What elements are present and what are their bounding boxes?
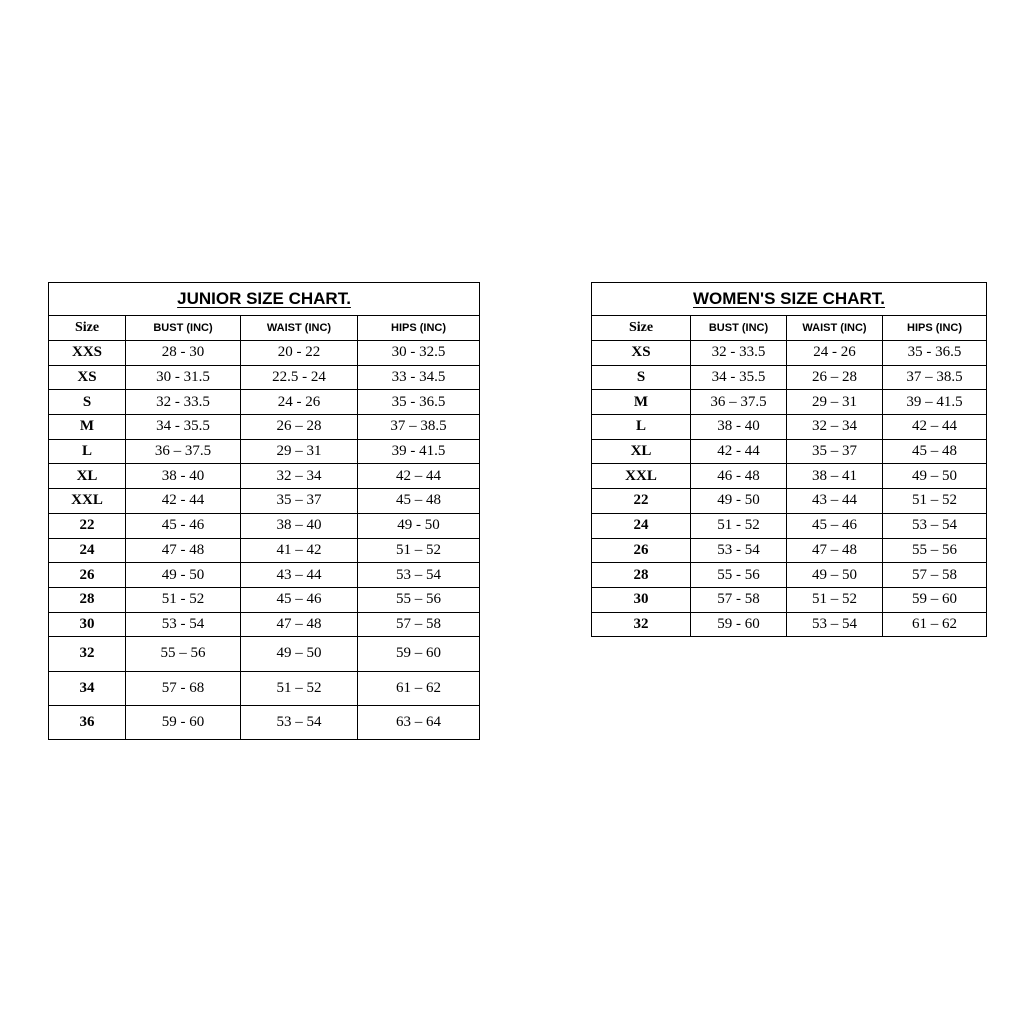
size-cell: XS: [592, 341, 691, 366]
bust-cell: 59 - 60: [126, 705, 241, 739]
waist-cell: 29 – 31: [241, 439, 358, 464]
size-cell: L: [49, 439, 126, 464]
table-row: [49, 538, 480, 563]
hips-cell: 63 – 64: [358, 705, 480, 739]
waist-cell: 51 – 52: [241, 671, 358, 705]
waist-cell: 26 – 28: [241, 415, 358, 440]
column-header-bust: BUST (INC): [126, 316, 241, 341]
size-cell: 34: [49, 671, 126, 705]
hips-cell: 51 – 52: [358, 538, 480, 563]
waist-cell: 35 – 37: [241, 489, 358, 514]
size-cell: XXS: [49, 341, 126, 366]
table-row: [49, 587, 480, 612]
table-row: [592, 464, 987, 489]
bust-cell: 53 - 54: [126, 612, 241, 637]
size-cell: XL: [49, 464, 126, 489]
hips-cell: 49 - 50: [358, 513, 480, 538]
hips-cell: 39 - 41.5: [358, 439, 480, 464]
bust-cell: 59 - 60: [691, 612, 787, 637]
size-cell: S: [592, 365, 691, 390]
waist-cell: 35 – 37: [787, 439, 883, 464]
waist-cell: 53 – 54: [241, 705, 358, 739]
hips-cell: 59 – 60: [883, 587, 987, 612]
bust-cell: 42 - 44: [126, 489, 241, 514]
hips-cell: 59 – 60: [358, 637, 480, 671]
waist-cell: 20 - 22: [241, 341, 358, 366]
bust-cell: 38 - 40: [691, 415, 787, 440]
bust-cell: 53 - 54: [691, 538, 787, 563]
table-row: [592, 563, 987, 588]
waist-cell: 22.5 - 24: [241, 365, 358, 390]
size-cell: 24: [49, 538, 126, 563]
hips-cell: 51 – 52: [883, 489, 987, 514]
chart-title: JUNIOR SIZE CHART.: [49, 283, 480, 316]
bust-cell: 55 – 56: [126, 637, 241, 671]
waist-cell: 32 – 34: [787, 415, 883, 440]
table-row: [49, 365, 480, 390]
waist-cell: 49 – 50: [241, 637, 358, 671]
hips-cell: 39 – 41.5: [883, 390, 987, 415]
size-cell: 30: [592, 587, 691, 612]
table-row: [49, 415, 480, 440]
column-header-waist: WAIST (INC): [241, 316, 358, 341]
size-cell: M: [49, 415, 126, 440]
size-cell: 26: [592, 538, 691, 563]
bust-cell: 57 - 68: [126, 671, 241, 705]
waist-cell: 32 – 34: [241, 464, 358, 489]
hips-cell: 30 - 32.5: [358, 341, 480, 366]
table-row: [49, 513, 480, 538]
hips-cell: 49 – 50: [883, 464, 987, 489]
table-row: [592, 612, 987, 637]
bust-cell: 49 - 50: [126, 563, 241, 588]
bust-cell: 36 – 37.5: [691, 390, 787, 415]
waist-cell: 41 – 42: [241, 538, 358, 563]
bust-cell: 42 - 44: [691, 439, 787, 464]
size-cell: 28: [592, 563, 691, 588]
hips-cell: 61 – 62: [883, 612, 987, 637]
bust-cell: 51 - 52: [691, 513, 787, 538]
hips-cell: 35 - 36.5: [883, 341, 987, 366]
hips-cell: 35 - 36.5: [358, 390, 480, 415]
size-cell: S: [49, 390, 126, 415]
size-cell: 22: [49, 513, 126, 538]
table-row: [49, 390, 480, 415]
bust-cell: 36 – 37.5: [126, 439, 241, 464]
table-row: [592, 587, 987, 612]
hips-cell: 55 – 56: [883, 538, 987, 563]
size-cell: 32: [49, 637, 126, 671]
table-row: [49, 563, 480, 588]
waist-cell: 45 – 46: [787, 513, 883, 538]
table-row: [592, 415, 987, 440]
waist-cell: 43 – 44: [787, 489, 883, 514]
table-row: [49, 341, 480, 366]
size-cell: 28: [49, 587, 126, 612]
column-header-waist: WAIST (INC): [787, 316, 883, 341]
waist-cell: 38 – 40: [241, 513, 358, 538]
waist-cell: 24 - 26: [241, 390, 358, 415]
table-row: [592, 365, 987, 390]
waist-cell: 38 – 41: [787, 464, 883, 489]
hips-cell: 57 – 58: [883, 563, 987, 588]
bust-cell: 30 - 31.5: [126, 365, 241, 390]
hips-cell: 33 - 34.5: [358, 365, 480, 390]
hips-cell: 53 – 54: [883, 513, 987, 538]
table-row: [49, 637, 480, 671]
size-cell: 24: [592, 513, 691, 538]
hips-cell: 45 – 48: [358, 489, 480, 514]
waist-cell: 45 – 46: [241, 587, 358, 612]
hips-cell: 37 – 38.5: [883, 365, 987, 390]
bust-cell: 45 - 46: [126, 513, 241, 538]
bust-cell: 34 - 35.5: [126, 415, 241, 440]
table-row: [592, 341, 987, 366]
table-row: [49, 464, 480, 489]
table-row: [592, 439, 987, 464]
size-cell: XXL: [49, 489, 126, 514]
table-row: [592, 538, 987, 563]
size-cell: 26: [49, 563, 126, 588]
hips-cell: 37 – 38.5: [358, 415, 480, 440]
column-header-bust: BUST (INC): [691, 316, 787, 341]
bust-cell: 32 - 33.5: [126, 390, 241, 415]
waist-cell: 43 – 44: [241, 563, 358, 588]
waist-cell: 29 – 31: [787, 390, 883, 415]
table-row: [49, 671, 480, 705]
waist-cell: 49 – 50: [787, 563, 883, 588]
size-cell: XL: [592, 439, 691, 464]
bust-cell: 32 - 33.5: [691, 341, 787, 366]
table-row: [49, 439, 480, 464]
bust-cell: 34 - 35.5: [691, 365, 787, 390]
size-cell: XS: [49, 365, 126, 390]
hips-cell: 61 – 62: [358, 671, 480, 705]
waist-cell: 47 – 48: [241, 612, 358, 637]
bust-cell: 47 - 48: [126, 538, 241, 563]
waist-cell: 51 – 52: [787, 587, 883, 612]
size-cell: XXL: [592, 464, 691, 489]
table-row: [49, 705, 480, 739]
bust-cell: 49 - 50: [691, 489, 787, 514]
hips-cell: 57 – 58: [358, 612, 480, 637]
table-row: [592, 489, 987, 514]
table-row: [49, 489, 480, 514]
waist-cell: 26 – 28: [787, 365, 883, 390]
hips-cell: 53 – 54: [358, 563, 480, 588]
bust-cell: 46 - 48: [691, 464, 787, 489]
size-cell: 32: [592, 612, 691, 637]
hips-cell: 45 – 48: [883, 439, 987, 464]
bust-cell: 55 - 56: [691, 563, 787, 588]
table-row: [592, 390, 987, 415]
waist-cell: 53 – 54: [787, 612, 883, 637]
bust-cell: 38 - 40: [126, 464, 241, 489]
table-row: [49, 612, 480, 637]
column-header-size: Size: [49, 316, 126, 341]
bust-cell: 28 - 30: [126, 341, 241, 366]
column-header-hips: HIPS (INC): [883, 316, 987, 341]
waist-cell: 24 - 26: [787, 341, 883, 366]
column-header-size: Size: [592, 316, 691, 341]
womens-size-chart: [591, 282, 987, 637]
size-cell: 22: [592, 489, 691, 514]
bust-cell: 57 - 58: [691, 587, 787, 612]
size-cell: L: [592, 415, 691, 440]
column-header-hips: HIPS (INC): [358, 316, 480, 341]
waist-cell: 47 – 48: [787, 538, 883, 563]
hips-cell: 42 – 44: [883, 415, 987, 440]
bust-cell: 51 - 52: [126, 587, 241, 612]
hips-cell: 42 – 44: [358, 464, 480, 489]
hips-cell: 55 – 56: [358, 587, 480, 612]
chart-title: WOMEN'S SIZE CHART.: [592, 283, 987, 316]
size-cell: M: [592, 390, 691, 415]
junior-size-chart: [48, 282, 480, 740]
size-cell: 30: [49, 612, 126, 637]
size-cell: 36: [49, 705, 126, 739]
table-row: [592, 513, 987, 538]
